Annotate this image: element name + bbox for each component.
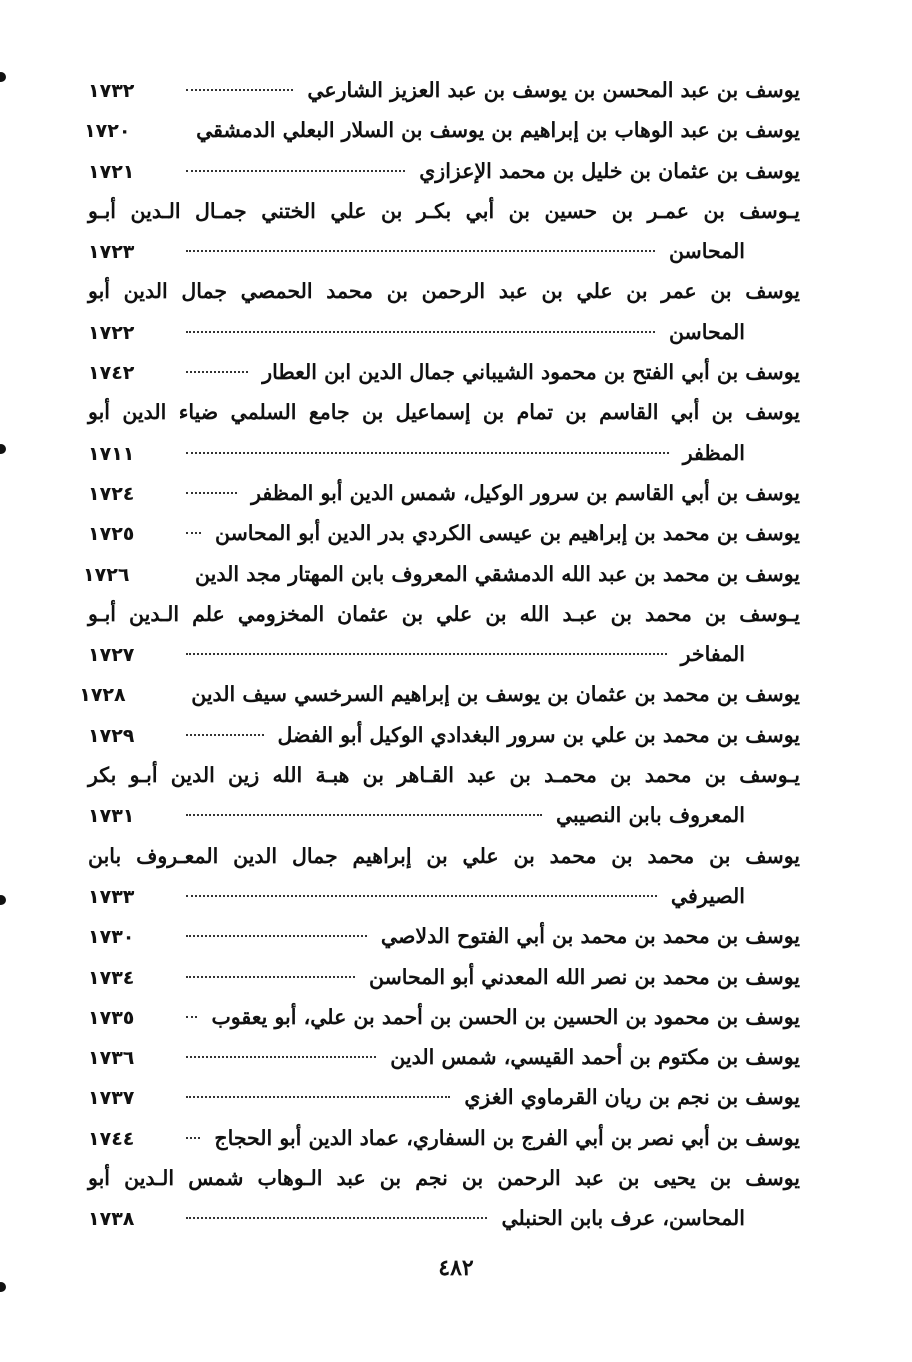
entry-number: ١٧٤٢	[88, 362, 135, 385]
entry-number: ١٧٢٧	[88, 644, 135, 667]
index-entry	[88, 916, 800, 956]
entry-number: ١٧٣٤	[88, 966, 135, 989]
entry-number: ١٧٢٠	[84, 120, 131, 143]
index-entry	[88, 352, 800, 392]
entry-line	[88, 1077, 800, 1117]
entry-line	[88, 916, 800, 956]
entry-line	[88, 876, 800, 916]
entry-name: يوسف بن أبي الفتح بن محمود الشيباني جمال الدين ابن العطار	[262, 360, 800, 385]
entry-name: الصيرفي	[670, 883, 745, 908]
entry-name: يوسف بن عثمان بن خليل بن محمد الإعزازي	[419, 158, 800, 183]
entry-name: يوسف بن محمد بن محمد بن علي بن إبراهيم جمال الدين المعـروف بابن	[88, 843, 800, 868]
entry-name: المعروف بابن النصيبي	[555, 803, 745, 828]
entry-line-wrapped	[88, 392, 800, 432]
index-entries	[79, 70, 800, 1239]
entry-line	[88, 151, 800, 191]
entry-line	[88, 473, 800, 513]
entry-line	[88, 1198, 800, 1238]
entry-name: يوسف بن محمد بن نصر الله المعدني أبو المحاسن	[368, 964, 800, 989]
index-entry	[88, 755, 800, 836]
entry-name: يـوسف بن محمد بن محمـد بن عبد القـاهر بن هبـة الله زين الدين أبـو بكر	[88, 763, 800, 788]
page-number: ٤٨٢	[438, 1255, 474, 1281]
entry-name: يوسف بن محمد بن إبراهيم بن عيسى الكردي بدر الدين أبو المحاسن	[215, 521, 800, 546]
entry-line	[88, 795, 800, 835]
entry-line	[88, 231, 800, 271]
entry-line	[79, 674, 800, 714]
entry-name: يوسف بن محمد بن علي بن سرور البغدادي الوكيل أبو الفضل	[277, 722, 800, 747]
index-entry	[88, 836, 800, 917]
entry-name: يوسف بن محمد بن عبد الله الدمشقي المعروف بابن المهتار مجد الدين	[195, 561, 800, 586]
dot-leader	[186, 1056, 376, 1058]
entry-number: ١٧٢٤	[88, 482, 135, 505]
dot-leader	[186, 734, 264, 736]
index-entry	[88, 997, 800, 1037]
entry-line	[88, 70, 800, 110]
entry-name: يوسف بن نجم بن ريان القرماوي الغزي	[464, 1085, 800, 1110]
entry-name: يوسف بن مكتوم بن أحمد القيسي، شمس الدين	[390, 1045, 800, 1070]
index-entry	[88, 957, 800, 997]
entry-number: ١٧٣١	[88, 805, 135, 828]
dot-leader	[186, 250, 655, 252]
entry-number: ١٧٢٣	[88, 241, 135, 264]
dot-leader	[186, 452, 669, 454]
binding-hole-mark	[0, 72, 6, 82]
entry-name: المحاسن، عرف بابن الحنبلي	[501, 1206, 745, 1231]
entry-line	[88, 1037, 800, 1077]
entry-number: ١٧١١	[88, 442, 135, 465]
entry-number: ١٧٢٢	[88, 321, 135, 344]
entry-name: المحاسن	[668, 319, 745, 344]
entry-line	[83, 554, 800, 594]
dot-leader	[186, 1096, 450, 1098]
dot-leader	[186, 89, 293, 91]
dot-leader	[186, 1217, 487, 1219]
entry-number: ١٧٣٥	[88, 1006, 135, 1029]
index-entry	[79, 674, 800, 714]
entry-name: المفاخر	[680, 642, 745, 667]
entry-number: ١٧٢٩	[88, 724, 135, 747]
index-entry	[88, 271, 800, 352]
index-entry	[88, 191, 800, 272]
binding-hole-mark	[0, 895, 6, 905]
index-entry	[88, 1037, 800, 1077]
entry-line	[88, 1118, 800, 1158]
entry-line	[88, 513, 800, 553]
entry-number: ١٧٣٨	[88, 1208, 135, 1231]
entry-number: ١٧٣٠	[88, 926, 135, 949]
entry-line	[88, 634, 800, 674]
entry-name: يوسف بن عبد الوهاب بن إبراهيم بن يوسف بن السلار البعلي الدمشقي	[196, 118, 800, 143]
entry-name: يوسف بن محمد بن محمد بن أبي الفتوح الدلاصي	[380, 924, 800, 949]
index-entry	[88, 1077, 800, 1117]
entry-number: ١٧٤٤	[88, 1127, 135, 1150]
entry-line-wrapped	[88, 836, 800, 876]
index-entry	[88, 513, 800, 553]
entry-line	[84, 110, 800, 150]
binding-hole-mark	[0, 444, 6, 454]
entry-number: ١٧٣٦	[88, 1047, 135, 1070]
index-entry	[88, 715, 800, 755]
entry-number: ١٧٢١	[88, 160, 135, 183]
index-entry	[88, 392, 800, 473]
entry-name: يـوسف بن عمـر بن حسين بن أبي بكـر بن علي الختني جمـال الـدين أبـو	[88, 198, 800, 223]
entry-line	[88, 997, 800, 1037]
entry-line	[88, 715, 800, 755]
dot-leader	[186, 1016, 197, 1018]
dot-leader	[186, 653, 667, 655]
index-entry	[84, 110, 800, 150]
entry-line-wrapped	[88, 755, 800, 795]
entry-name: يوسف بن عبد المحسن بن يوسف بن عبد العزيز الشارعي	[307, 78, 800, 102]
entry-line	[88, 433, 800, 473]
entry-number: ١٧٣٣	[88, 885, 135, 908]
entry-name: يوسف بن محمود بن الحسين بن الحسن بن أحمد بن علي، أبو يعقوب	[211, 1004, 800, 1029]
entry-number: ١٧٢٨	[79, 684, 126, 707]
entry-number: ١٧٢٦	[83, 563, 130, 586]
dot-leader	[186, 331, 655, 333]
entry-line-wrapped	[88, 1158, 800, 1198]
entry-name: يوسف بن أبي نصر بن أبي الفرج بن السفاري، عماد الدين أبو الحجاج	[214, 1125, 800, 1150]
entry-name: يوسف بن عمر بن علي بن عبد الرحمن بن محمد الحمصي جمال الدين أبو	[88, 279, 800, 304]
entry-line	[88, 352, 800, 392]
index-entry	[83, 554, 800, 594]
entry-line	[88, 312, 800, 352]
entry-number: ١٧٣٧	[88, 1087, 135, 1110]
dot-leader	[186, 976, 355, 978]
entry-name: يوسف بن أبي القاسم بن تمام بن إسماعيل بن جامع السلمي ضياء الدين أبو	[88, 400, 800, 425]
entry-line-wrapped	[88, 271, 800, 311]
entry-name: يوسف بن أبي القاسم بن سرور الوكيل، شمس الدين أبو المظفر	[251, 480, 800, 505]
dot-leader	[186, 371, 248, 373]
entry-number: ١٧٢٥	[88, 523, 135, 546]
dot-leader	[186, 532, 201, 534]
dot-leader	[186, 895, 657, 897]
index-entry	[88, 1158, 800, 1239]
entry-line-wrapped	[88, 594, 800, 634]
dot-leader	[186, 814, 542, 816]
index-entry	[88, 473, 800, 513]
entry-name: يوسف بن يحيى بن عبد الرحمن بن نجم بن عبد الـوهاب شمس الـدين أبو	[88, 1166, 800, 1191]
dot-leader	[186, 1137, 200, 1139]
entry-name: المحاسن	[668, 239, 745, 264]
dot-leader	[186, 170, 405, 172]
index-entry	[88, 70, 800, 110]
entry-name: يـوسف بن محمد بن عبـد الله بن علي بن عثمان المخزومي علم الـدين أبـو	[88, 601, 800, 626]
index-entry	[88, 594, 800, 675]
index-entry	[88, 1118, 800, 1158]
binding-hole-mark	[0, 1282, 6, 1292]
entry-line	[88, 957, 800, 997]
entry-name: يوسف بن محمد بن عثمان بن يوسف بن إبراهيم السرخسي سيف الدين	[191, 682, 800, 707]
entry-name: المظفر	[682, 440, 745, 465]
entry-line-wrapped	[88, 191, 800, 231]
dot-leader	[186, 492, 237, 494]
dot-leader	[186, 935, 367, 937]
entry-number: ١٧٣٢	[88, 80, 135, 102]
index-entry	[88, 151, 800, 191]
